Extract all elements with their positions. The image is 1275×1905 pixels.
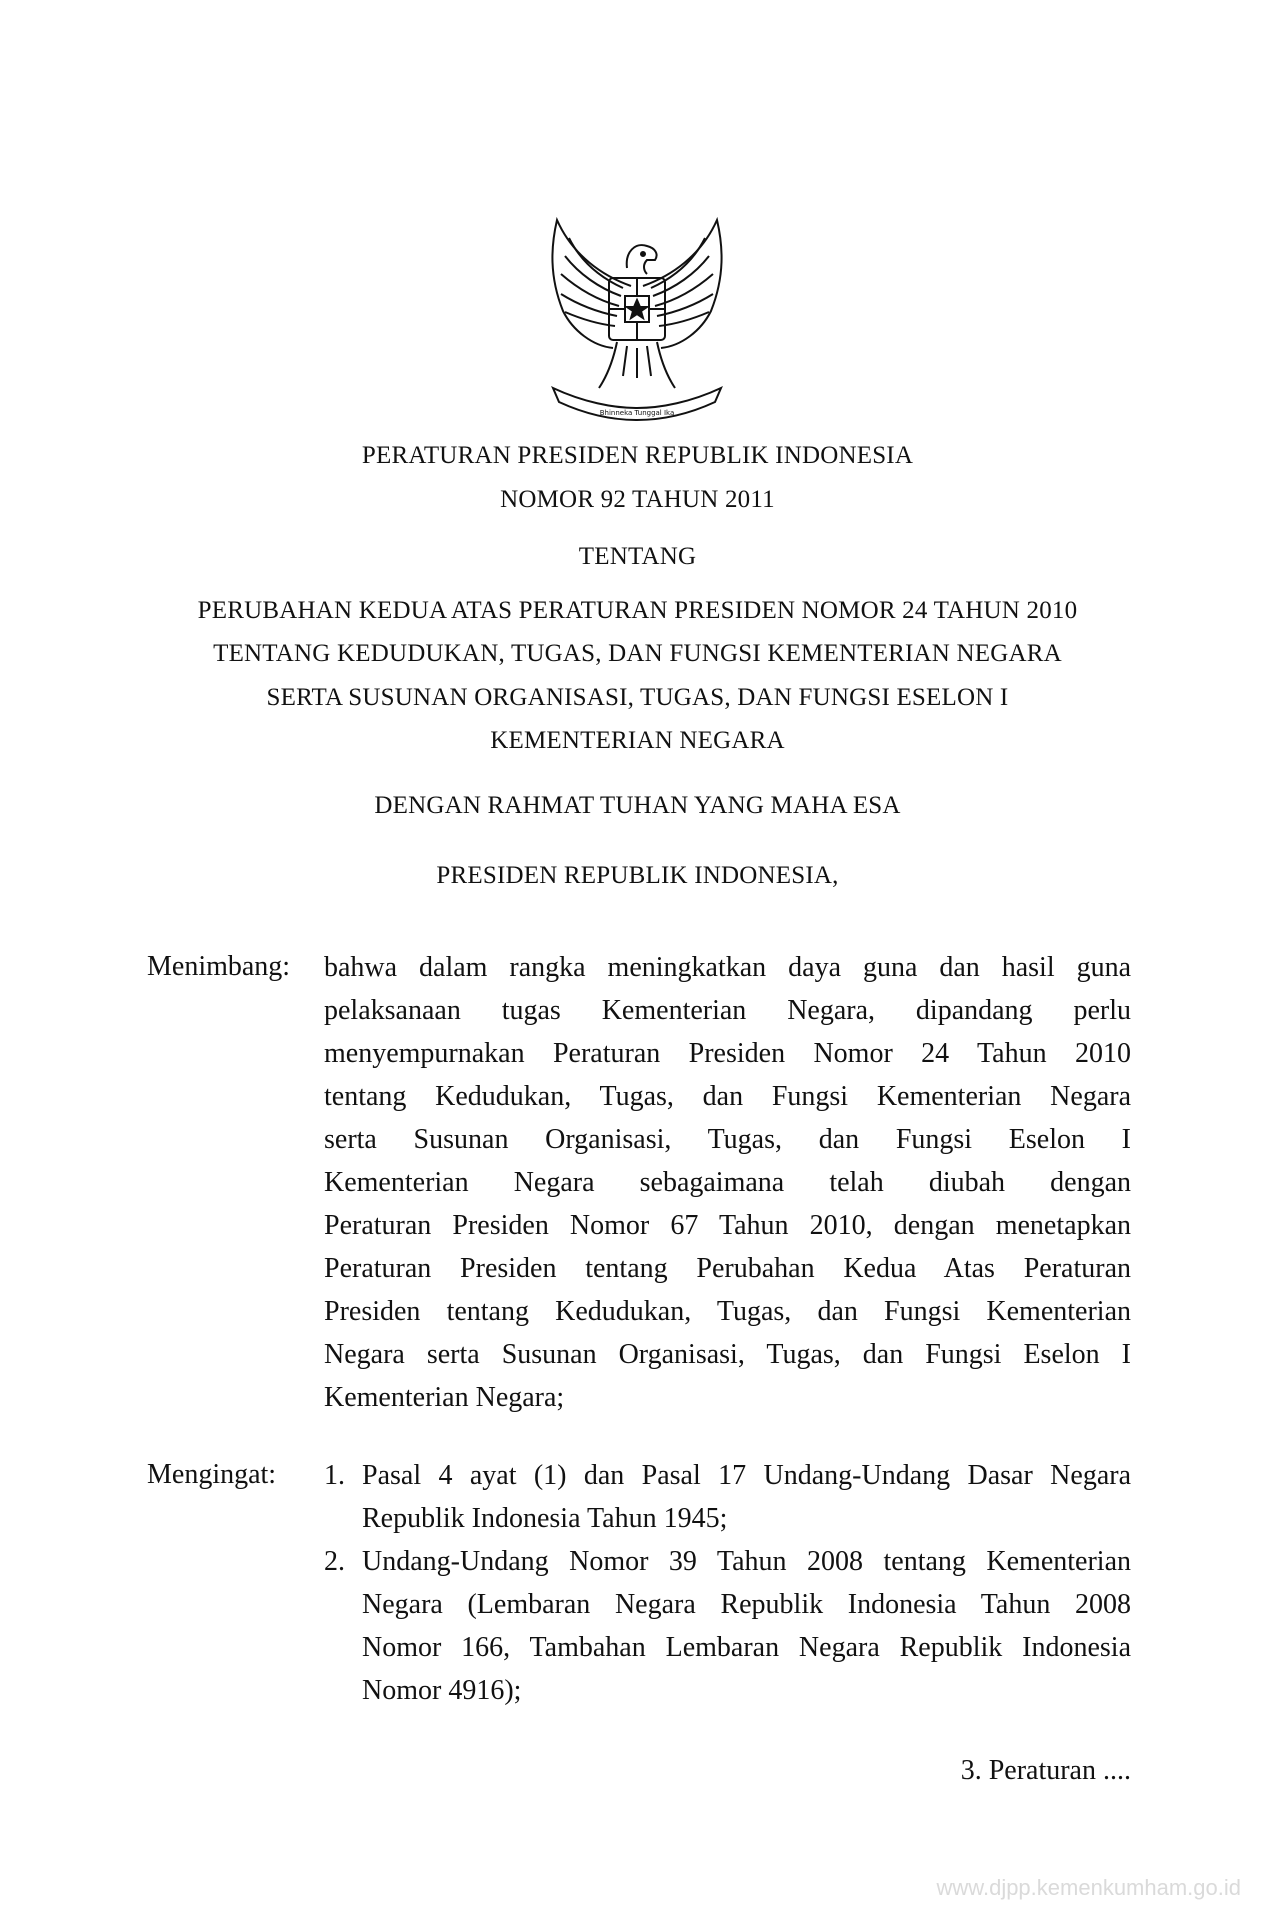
subject-line-2: TENTANG KEDUDUKAN, TUGAS, DAN FUNGSI KEMENTERIAN NEGARA <box>213 640 1062 667</box>
presiden-line: PRESIDEN REPUBLIK INDONESIA, <box>436 862 839 889</box>
menimbang-line: bahwa dalam rangka meningkatkan daya guna dan hasil guna <box>324 952 1131 983</box>
menimbang-body <box>324 946 1131 1419</box>
subject-line-3: SERTA SUSUNAN ORGANISASI, TUGAS, DAN FUNGSI ESELON I <box>266 684 1009 711</box>
mengingat-label: Mengingat: <box>147 1459 277 1490</box>
regulation-number: NOMOR 92 TAHUN 2011 <box>500 486 775 513</box>
mengingat-line: Negara (Lembaran Negara Republik Indonesia Tahun 2008 <box>362 1589 1131 1620</box>
menimbang-line: Kementerian Negara sebagaimana telah diubah dengan <box>324 1167 1131 1198</box>
mengingat-line: Nomor 166, Tambahan Lembaran Negara Republik Indonesia <box>362 1632 1131 1663</box>
menimbang-label: Menimbang: <box>147 951 291 982</box>
menimbang-line: pelaksanaan tugas Kementerian Negara, dipandang perlu <box>324 995 1131 1026</box>
continuation-marker: 3. Peraturan .... <box>960 1755 1131 1786</box>
emblem-motto: Bhinneka Tunggal Ika <box>599 409 675 417</box>
list-number: 1. <box>324 1460 345 1491</box>
rahmat-line: DENGAN RAHMAT TUHAN YANG MAHA ESA <box>374 792 901 819</box>
tentang-heading: TENTANG <box>578 543 697 570</box>
menimbang-line: Kementerian Negara; <box>324 1382 565 1413</box>
subject-line-4: KEMENTERIAN NEGARA <box>490 727 785 754</box>
menimbang-line: Peraturan Presiden Nomor 67 Tahun 2010, dengan menetapkan <box>324 1210 1131 1241</box>
mengingat-line: Undang-Undang Nomor 39 Tahun 2008 tentang Kementerian <box>362 1546 1131 1577</box>
mengingat-line: Pasal 4 ayat (1) dan Pasal 17 Undang-Undang Dasar Negara <box>362 1460 1131 1491</box>
list-number: 2. <box>324 1546 345 1577</box>
menimbang-line: Presiden tentang Kedudukan, Tugas, dan Fungsi Kementerian <box>324 1296 1131 1327</box>
menimbang-line: Negara serta Susunan Organisasi, Tugas, dan Fungsi Eselon I <box>324 1339 1131 1370</box>
regulation-title: PERATURAN PRESIDEN REPUBLIK INDONESIA <box>361 442 914 469</box>
watermark-url: www.djpp.kemenkumham.go.id <box>936 1875 1241 1900</box>
menimbang-line: menyempurnakan Peraturan Presiden Nomor 24 Tahun 2010 <box>324 1038 1131 1069</box>
menimbang-line: tentang Kedudukan, Tugas, dan Fungsi Kementerian Negara <box>324 1081 1131 1112</box>
menimbang-line: serta Susunan Organisasi, Tugas, dan Fungsi Eselon I <box>324 1124 1131 1155</box>
garuda-emblem-icon <box>543 216 731 423</box>
mengingat-line: Republik Indonesia Tahun 1945; <box>362 1503 728 1534</box>
subject-line-1: PERUBAHAN KEDUA ATAS PERATURAN PRESIDEN NOMOR 24 TAHUN 2010 <box>197 597 1078 624</box>
menimbang-line: Peraturan Presiden tentang Perubahan Kedua Atas Peraturan <box>324 1253 1131 1284</box>
mengingat-line: Nomor 4916); <box>362 1675 522 1706</box>
